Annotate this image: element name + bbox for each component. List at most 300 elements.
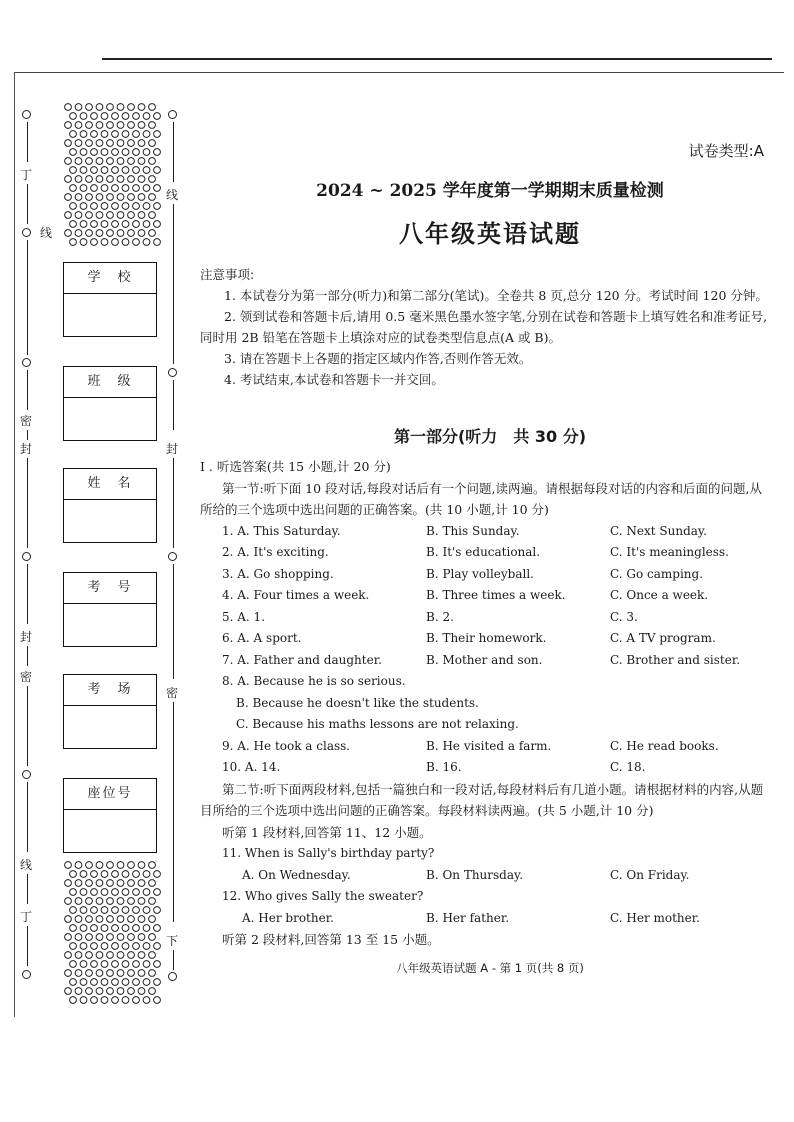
dot: [117, 104, 124, 111]
dot: [128, 898, 135, 905]
dot: [154, 239, 161, 246]
dot: [154, 961, 161, 968]
seat-number-box: [63, 778, 157, 853]
dot: [101, 871, 108, 878]
option-a[interactable]: 6. A. A sport.: [222, 631, 302, 645]
dot: [117, 862, 124, 869]
dot: [138, 898, 145, 905]
dot: [122, 871, 129, 878]
dot: [80, 925, 87, 932]
dot: [122, 221, 129, 228]
dot: [91, 167, 98, 174]
dot: [86, 970, 93, 977]
option-b[interactable]: B. 2.: [426, 609, 454, 624]
question-row: [200, 628, 772, 650]
dot: [138, 176, 145, 183]
dot: [96, 230, 103, 237]
dot: [91, 961, 98, 968]
name-box: [63, 468, 157, 543]
dot: [143, 979, 150, 986]
dot: [133, 203, 140, 210]
option-b[interactable]: B. Three times a week.: [426, 588, 566, 602]
dot: [154, 149, 161, 156]
margin-mark: 密: [20, 670, 33, 684]
dot: [133, 167, 140, 174]
dot: [65, 176, 72, 183]
dot: [154, 185, 161, 192]
dot: [122, 113, 129, 120]
question-row: [200, 671, 772, 693]
dot: [112, 871, 119, 878]
dot: [70, 203, 77, 210]
dot: [80, 149, 87, 156]
option-c[interactable]: C. It's meaningless.: [610, 545, 729, 559]
dot: [96, 970, 103, 977]
dot: [117, 122, 124, 129]
dot: [107, 898, 114, 905]
note-item: 4. 考试结束,本试卷和答题卡一并交回。: [224, 372, 444, 387]
dot: [122, 997, 129, 1004]
dot: [101, 907, 108, 914]
dot: [65, 916, 72, 923]
dot: [75, 176, 82, 183]
class-label: 班 级: [64, 367, 156, 398]
dot-pattern-top: [62, 102, 162, 252]
dot: [70, 131, 77, 138]
dot: [117, 176, 124, 183]
margin-mark: 密: [20, 414, 33, 428]
dot: [149, 898, 156, 905]
dot: [101, 239, 108, 246]
dot: [112, 185, 119, 192]
dot: [149, 122, 156, 129]
dot: [101, 997, 108, 1004]
dot: [143, 997, 150, 1004]
dot: [101, 889, 108, 896]
dot: [75, 122, 82, 129]
dot: [86, 122, 93, 129]
option-c[interactable]: C. Next Sunday.: [610, 523, 707, 538]
option-a[interactable]: 5. A. 1.: [222, 609, 266, 624]
margin-mark: 线: [40, 226, 53, 240]
dot: [128, 952, 135, 959]
option-a[interactable]: 7. A. Father and daughter.: [222, 652, 382, 667]
dot: [154, 907, 161, 914]
dot: [128, 194, 135, 201]
dot: [149, 988, 156, 995]
dot: [133, 979, 140, 986]
dot: [149, 104, 156, 111]
dot: [96, 862, 103, 869]
dot: [91, 221, 98, 228]
question-row: [200, 521, 772, 543]
note-item: 3. 请在答题卡上各题的指定区域内作答,否则作答无效。: [224, 351, 532, 366]
dot: [117, 158, 124, 165]
option-a[interactable]: 9. A. He took a class.: [222, 738, 351, 753]
binding-ring: [22, 358, 31, 367]
binding-ring: [168, 552, 177, 561]
dot: [143, 943, 150, 950]
dot: [138, 880, 145, 887]
dot: [117, 934, 124, 941]
dot: [107, 952, 114, 959]
option-c[interactable]: C. On Friday.: [610, 867, 690, 882]
dot: [128, 916, 135, 923]
dot: [122, 185, 129, 192]
option-c[interactable]: C. Her mother.: [610, 910, 700, 925]
dot: [75, 880, 82, 887]
option-b[interactable]: B. He visited a farm.: [426, 738, 552, 753]
dot: [107, 122, 114, 129]
dot: [96, 898, 103, 905]
dot: [133, 943, 140, 950]
option-c[interactable]: C. Brother and sister.: [610, 652, 741, 667]
option-c[interactable]: C. Because his maths lessons are not relaxing.: [236, 717, 519, 731]
dot: [143, 907, 150, 914]
dot: [154, 997, 161, 1004]
dot: [117, 988, 124, 995]
option-a[interactable]: A. On Wednesday.: [242, 867, 351, 882]
dot: [143, 203, 150, 210]
option-c[interactable]: C. Once a week.: [610, 588, 709, 602]
dot: [75, 952, 82, 959]
dot: [96, 194, 103, 201]
option-b[interactable]: B. Because he doesn't like the students.: [236, 695, 479, 710]
note-item: 2. 领到试卷和答题卡后,请用 0.5 毫米黑色墨水签字笔,分别在试卷和答题卡上填写姓名和准考证号,同时用 2B 铅笔在答题卡上填涂对应的试卷类型信息点(A 或 B)。: [200, 309, 768, 345]
class-field[interactable]: [64, 398, 156, 440]
question-stem: 12. Who gives Sally the sweater?: [222, 889, 424, 903]
page-frame-top: [14, 72, 784, 73]
dot: [96, 158, 103, 165]
dot: [138, 862, 145, 869]
dot: [143, 961, 150, 968]
dot: [80, 185, 87, 192]
dot: [70, 239, 77, 246]
dot: [138, 970, 145, 977]
option-c[interactable]: C. Go camping.: [610, 566, 704, 581]
dot: [112, 889, 119, 896]
dot: [107, 934, 114, 941]
dot: [101, 149, 108, 156]
dot: [112, 131, 119, 138]
dot: [143, 131, 150, 138]
exam-number-field[interactable]: [64, 604, 156, 646]
dot: [86, 104, 93, 111]
dot: [91, 907, 98, 914]
dot: [101, 943, 108, 950]
dot: [75, 970, 82, 977]
dot: [107, 140, 114, 147]
dot: [128, 862, 135, 869]
dot: [107, 970, 114, 977]
binding-ring: [168, 110, 177, 119]
dot: [80, 889, 87, 896]
dot: [138, 194, 145, 201]
dot: [133, 185, 140, 192]
dot: [101, 221, 108, 228]
dot: [65, 970, 72, 977]
dot: [65, 122, 72, 129]
dot: [149, 934, 156, 941]
dot: [154, 221, 161, 228]
note-item: 1. 本试卷分为第一部分(听力)和第二部分(笔试)。全卷共 8 页,总分 120 分。考试时间 120 分钟。: [224, 288, 768, 303]
option-b[interactable]: B. Play volleyball.: [426, 566, 534, 581]
dot: [112, 979, 119, 986]
dot: [86, 988, 93, 995]
dot: [75, 212, 82, 219]
dot: [91, 185, 98, 192]
dot: [128, 970, 135, 977]
dot: [154, 203, 161, 210]
dot: [91, 997, 98, 1004]
option-b[interactable]: B. It's educational.: [426, 545, 541, 559]
binding-ring: [22, 228, 31, 237]
dot: [75, 916, 82, 923]
option-c[interactable]: C. 3.: [610, 609, 638, 624]
dot: [70, 149, 77, 156]
school-field[interactable]: [64, 294, 156, 336]
option-b[interactable]: B. Their homework.: [426, 631, 547, 645]
dot: [91, 871, 98, 878]
option-b[interactable]: B. 16.: [426, 760, 462, 774]
option-c[interactable]: C. He read books.: [610, 738, 719, 753]
dot: [101, 185, 108, 192]
dot: [112, 943, 119, 950]
school-box: [63, 262, 157, 337]
dot: [107, 176, 114, 183]
dot: [138, 140, 145, 147]
dot: [112, 221, 119, 228]
dot: [96, 952, 103, 959]
dot: [86, 898, 93, 905]
dot: [96, 104, 103, 111]
dot: [86, 230, 93, 237]
dot: [143, 925, 150, 932]
dot: [96, 916, 103, 923]
dot: [75, 140, 82, 147]
dot: [96, 988, 103, 995]
dot: [143, 871, 150, 878]
dot: [80, 167, 87, 174]
dot: [133, 889, 140, 896]
exam-room-field[interactable]: [64, 706, 156, 748]
dot: [107, 104, 114, 111]
section-title: I . 听选答案(共 15 小题,计 20 分): [200, 459, 391, 474]
dot: [122, 943, 129, 950]
dot: [101, 961, 108, 968]
option-c[interactable]: C. 18.: [610, 760, 646, 774]
dot: [138, 988, 145, 995]
dot: [75, 862, 82, 869]
option-b[interactable]: B. Mother and son.: [426, 652, 543, 667]
material-instruction: 听第 2 段材料,回答第 13 至 15 小题。: [222, 932, 440, 947]
dot: [122, 979, 129, 986]
option-a[interactable]: A. Her brother.: [242, 910, 334, 925]
dot: [112, 149, 119, 156]
option-c[interactable]: C. A TV program.: [610, 631, 716, 645]
dot: [122, 239, 129, 246]
dot: [96, 934, 103, 941]
dot: [154, 979, 161, 986]
exam-number-box: [63, 572, 157, 647]
question-row: [200, 757, 772, 779]
dot: [101, 925, 108, 932]
dot: [80, 239, 87, 246]
dot: [80, 871, 87, 878]
dot: [86, 176, 93, 183]
dot: [96, 176, 103, 183]
dot: [96, 212, 103, 219]
dot: [91, 889, 98, 896]
dot: [112, 925, 119, 932]
dot: [107, 916, 114, 923]
dot: [138, 230, 145, 237]
dot: [96, 122, 103, 129]
dot: [138, 122, 145, 129]
dot: [117, 952, 124, 959]
dot: [80, 113, 87, 120]
dot: [91, 113, 98, 120]
dot: [112, 907, 119, 914]
section2-intro: 第二节:听下面两段材料,包括一篇独白和一段对话,每段材料后有几道小题。请根据材料的内容,从题目所给的三个选项中选出问题的正确答案。每段材料读两遍。(共 5 小题,计 10 分): [200, 781, 764, 818]
listening-section: [200, 456, 772, 951]
dot: [70, 221, 77, 228]
dot: [117, 880, 124, 887]
binding-ring: [22, 552, 31, 561]
dot: [65, 988, 72, 995]
school-label: 学 校: [64, 263, 156, 294]
page-title: 八年级英语试题: [399, 219, 581, 248]
dot: [133, 871, 140, 878]
dot: [128, 880, 135, 887]
dot: [138, 158, 145, 165]
dot: [65, 952, 72, 959]
dot: [107, 212, 114, 219]
margin-mark: 丁: [20, 910, 33, 924]
dot: [154, 943, 161, 950]
dot: [91, 925, 98, 932]
dot: [70, 979, 77, 986]
binding-ring: [168, 972, 177, 981]
dot: [80, 961, 87, 968]
dot: [75, 988, 82, 995]
dot: [65, 898, 72, 905]
dot: [70, 961, 77, 968]
binding-ring: [22, 110, 31, 119]
dot: [149, 158, 156, 165]
dot: [107, 230, 114, 237]
dot: [96, 140, 103, 147]
dot: [75, 934, 82, 941]
dot: [128, 122, 135, 129]
dot: [86, 194, 93, 201]
dot: [75, 230, 82, 237]
dot: [143, 167, 150, 174]
dot: [133, 149, 140, 156]
dot: [128, 176, 135, 183]
dot: [107, 862, 114, 869]
dot: [80, 997, 87, 1004]
option-a[interactable]: 10. A. 14.: [222, 760, 281, 774]
exam-number-label: 考 号: [64, 573, 156, 604]
dot: [122, 925, 129, 932]
dot: [80, 943, 87, 950]
option-b[interactable]: B. This Sunday.: [426, 523, 520, 538]
name-field[interactable]: [64, 500, 156, 542]
dot: [149, 880, 156, 887]
option-a[interactable]: 8. A. Because he is so serious.: [222, 674, 406, 688]
dot: [112, 961, 119, 968]
dot: [65, 934, 72, 941]
dot: [133, 997, 140, 1004]
dot: [122, 889, 129, 896]
question-row: [200, 585, 772, 607]
material-instruction: 听第 1 段材料,回答第 11、12 小题。: [222, 824, 432, 840]
dot: [75, 104, 82, 111]
exam-room-label: 考 场: [64, 675, 156, 706]
dot: [101, 167, 108, 174]
dot: [122, 961, 129, 968]
binding-margin-left: [22, 100, 36, 1010]
dot: [122, 907, 129, 914]
dot: [65, 880, 72, 887]
dot: [80, 131, 87, 138]
option-a[interactable]: 2. A. It's exciting.: [222, 545, 329, 559]
option-b[interactable]: B. On Thursday.: [426, 867, 524, 882]
margin-mark: 丁: [20, 168, 33, 182]
dot: [91, 943, 98, 950]
dot: [86, 916, 93, 923]
dot: [86, 140, 93, 147]
dot: [112, 239, 119, 246]
dot: [65, 104, 72, 111]
margin-mark: 封: [20, 630, 33, 644]
dot: [112, 167, 119, 174]
option-a[interactable]: 4. A. Four times a week.: [222, 588, 370, 602]
dot: [128, 104, 135, 111]
dot: [138, 916, 145, 923]
option-a[interactable]: 3. A. Go shopping.: [222, 566, 334, 581]
dot: [133, 131, 140, 138]
dot: [117, 140, 124, 147]
seat-number-field[interactable]: [64, 810, 156, 852]
dot: [122, 203, 129, 210]
dot: [149, 176, 156, 183]
paper-type: 试卷类型:A: [688, 142, 764, 160]
dot: [128, 230, 135, 237]
dot: [70, 925, 77, 932]
dot: [80, 203, 87, 210]
dot: [112, 113, 119, 120]
dot: [70, 997, 77, 1004]
dot: [117, 970, 124, 977]
dot: [149, 212, 156, 219]
dot: [107, 158, 114, 165]
dot: [149, 916, 156, 923]
option-b[interactable]: B. Her father.: [426, 910, 510, 925]
dot: [70, 871, 77, 878]
dot: [70, 889, 77, 896]
dot: [154, 889, 161, 896]
option-a[interactable]: 1. A. This Saturday.: [222, 523, 341, 538]
dot: [154, 871, 161, 878]
dot: [107, 988, 114, 995]
dot: [138, 952, 145, 959]
dot: [133, 221, 140, 228]
binding-ring: [22, 770, 31, 779]
dot: [91, 203, 98, 210]
dot-pattern-bottom: [62, 860, 162, 1010]
